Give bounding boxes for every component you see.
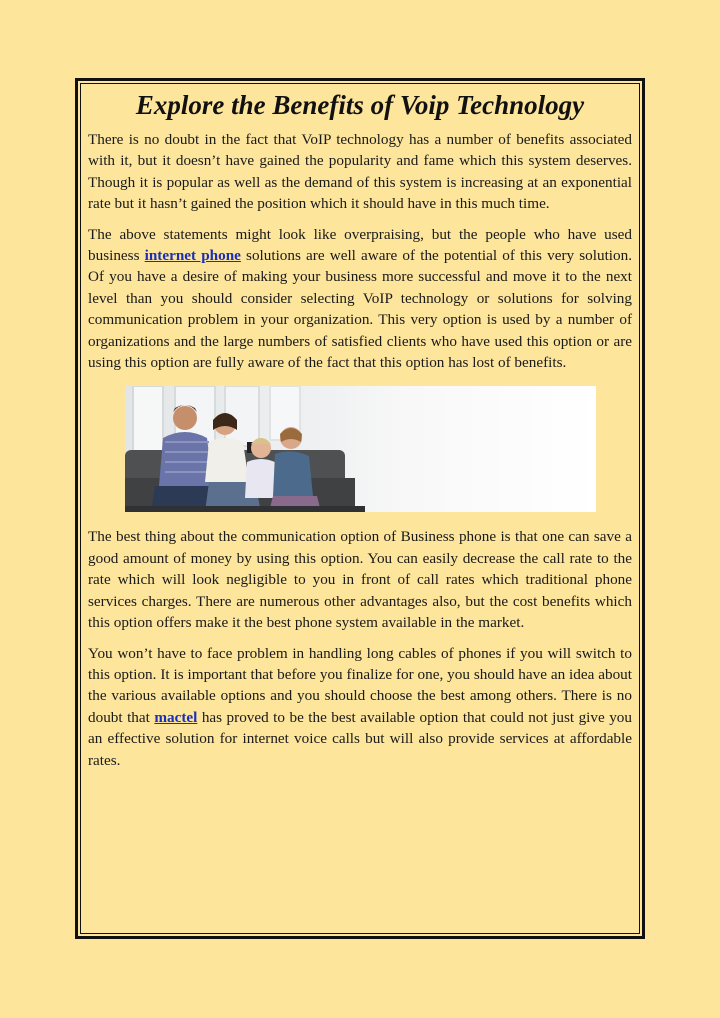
mactel-link[interactable]: mactel — [154, 708, 198, 726]
paragraph-text: You won’t have to face problem in handling long cables of phones if you will switch to this option. It is important that before you finalize for one, you should have an idea about the various available options and you should choose the best among others. There is no doubt that — [88, 644, 632, 726]
page-title: Explore the Benefits of Voip Technology — [135, 90, 585, 120]
document-body — [88, 86, 632, 780]
paragraph-cost-savings: The best thing about the communication option of Business phone is that one can save a good amount of money by using this option. You can easily decrease the call rate to the rate which will look negligible to you in front of call rates which traditional phone services charges. There are numerous other advantages also, but the cost benefits which this option offers make it the best phone system available in the market. — [88, 528, 632, 632]
paragraph-cables — [88, 643, 632, 771]
family-on-sofa-photo — [125, 386, 596, 512]
paragraph-text: solutions are well aware of the potential of this very solution. Of you have a desire of making your business more successful and move it to the next level than you should consider selecting VoIP technology or solutions for solving communication problem in your organization. This very option is used by a number of organizations and the large numbers of satisfied clients who have used this option or are using this option are fully aware of the fact that this option has lost of benefits. — [88, 247, 632, 372]
paragraph-intro: There is no doubt in the fact that VoIP technology has a number of benefits associated with it, but it doesn’t have gained the popularity and fame which this system deserves. Though it is popular as well as the demand of this system is increasing at an exponential rate but it hasn’t gained the position which it should have in this much time. — [88, 131, 632, 213]
paragraph-text: has proved to be the best available option that could not just give you an effective solution for internet voice calls but will also provide services at affordable rates. — [88, 708, 632, 769]
internet-phone-link[interactable]: internet phone — [144, 247, 241, 265]
paragraph-text: The above statements might look like overpraising, but the people who have used business — [88, 225, 632, 265]
paragraph-overpraising — [88, 224, 632, 374]
